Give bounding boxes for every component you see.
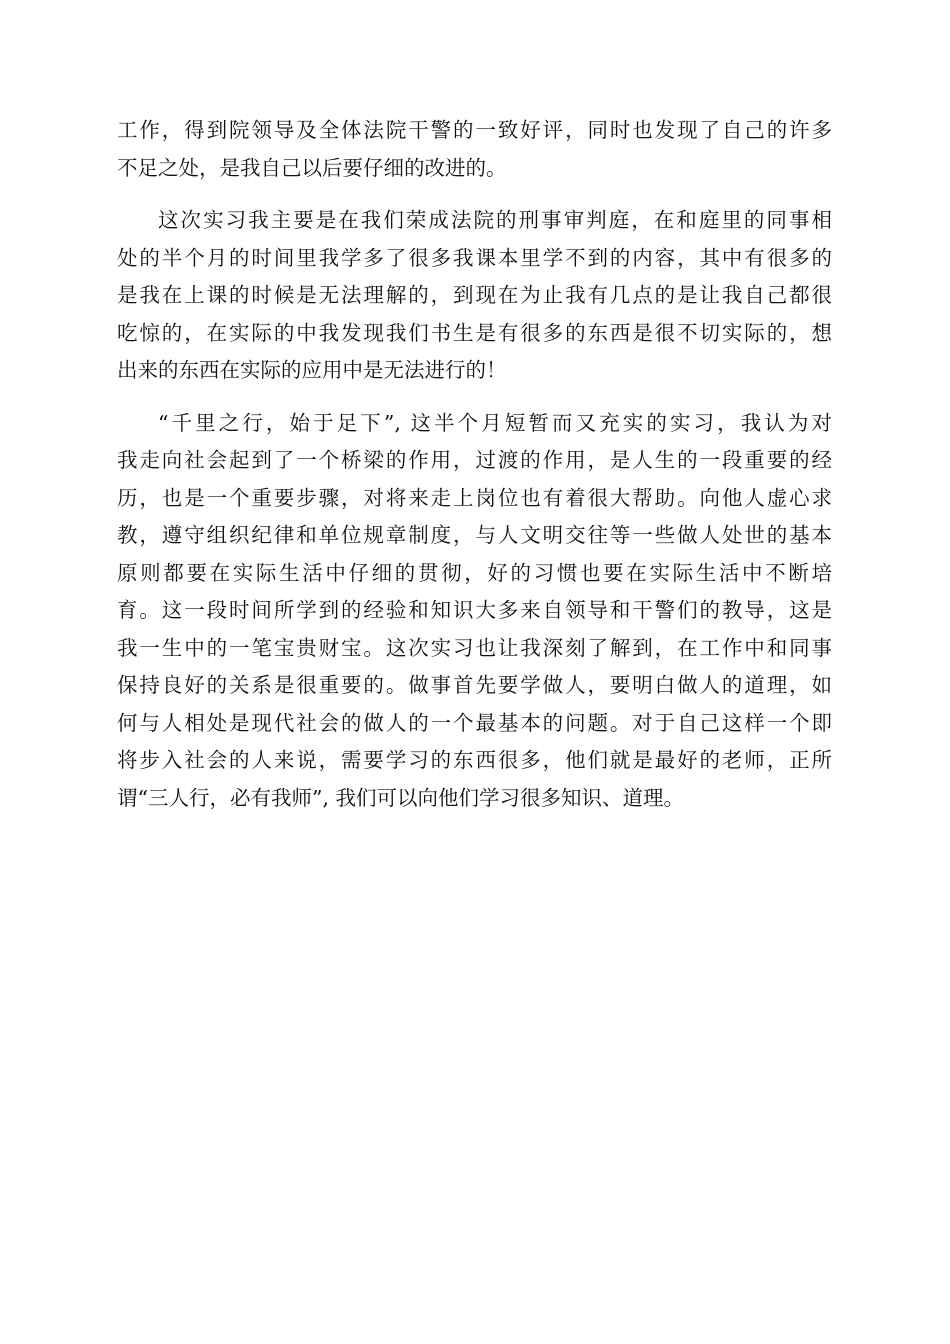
paragraph-1 — [117, 112, 832, 187]
text-line: 出来的东西在实际的应用中是无法进行的！ — [117, 358, 507, 382]
text-line: 我一生中的一笔宝贵财宝。这次实习也让我深刻了解到，在工作中和同事 — [117, 635, 832, 660]
text-line: 育。这一段时间所学到的经验和知识大多来自领导和干警们的教导，这是 — [117, 598, 832, 622]
text-line: 处的半个月的时间里我学多了很多我课本里学不到的内容，其中有很多的 — [117, 245, 832, 270]
text-line: 将步入社会的人来说，需要学习的东西很多，他们就是最好的老师，正所 — [117, 748, 832, 772]
text-line: 这次实习我主要是在我们荣成法院的刑事审判庭，在和庭里的同事相 — [158, 208, 832, 232]
text-line: 教，遵守组织纪律和单位规章制度，与人文明交往等一些做人处世的基本 — [117, 523, 832, 547]
text-line: 何与人相处是现代社会的做人的一个最基本的问题。对于自己这样一个即 — [117, 710, 832, 735]
text-line: 我走向社会起到了一个桥梁的作用，过渡的作用，是人生的一段重要的经 — [117, 448, 832, 472]
document-body — [117, 112, 832, 817]
text-line: 工作，得到院领导及全体法院干警的一致好评，同时也发现了自己的许多 — [117, 118, 832, 142]
text-line: 是我在上课的时候是无法理解的，到现在为止我有几点的是让我自己都很 — [117, 283, 832, 307]
text-line: 保持良好的关系是很重要的。做事首先要学做人，要明白做人的道理，如 — [117, 673, 832, 697]
text-line: 吃惊的，在实际的中我发现我们书生是有很多的东西是很不切实际的，想 — [117, 320, 832, 345]
paragraph-2 — [117, 202, 832, 390]
text-line: “千里之行，始于足下”, 这半个月短暂而又充实的实习，我认为对 — [158, 410, 832, 435]
text-line: 历，也是一个重要步骤，对将来走上岗位也有着很大帮助。向他人虚心求 — [117, 485, 832, 510]
paragraph-3 — [117, 405, 832, 818]
text-line: 谓“三人行，必有我师”, 我们可以向他们学习很多知识、道理。 — [117, 785, 684, 810]
text-line: 原则都要在实际生活中仔细的贯彻，好的习惯也要在实际生活中不断培 — [117, 560, 832, 585]
text-line: 不足之处，是我自己以后要仔细的改进的。 — [117, 155, 507, 180]
